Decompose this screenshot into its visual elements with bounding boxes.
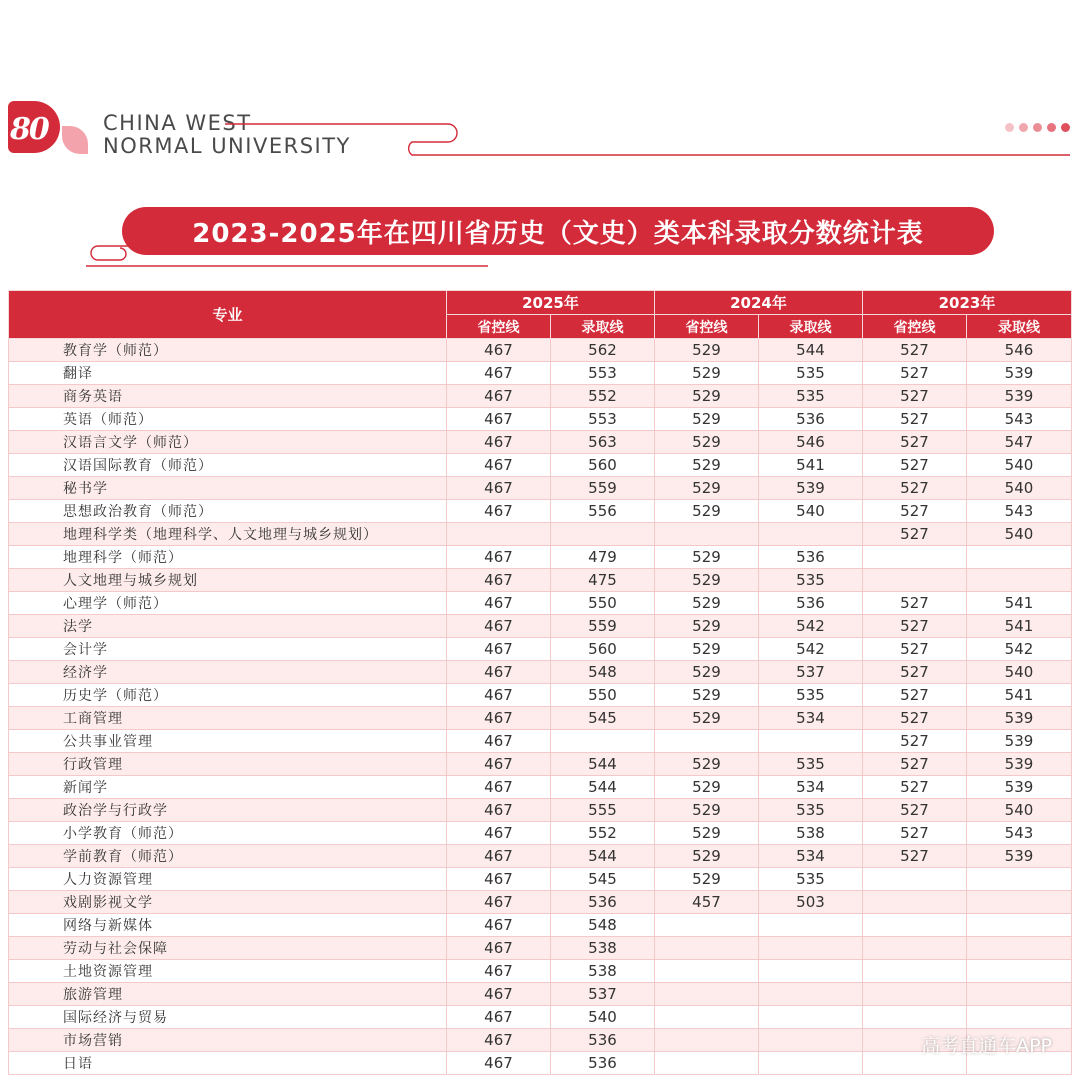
score-cell: 527 [863, 477, 967, 500]
table-row [9, 339, 1072, 362]
score-cell [759, 960, 863, 983]
score-cell: 503 [759, 891, 863, 914]
major-cell: 公共事业管理 [9, 730, 447, 753]
score-cell: 527 [863, 822, 967, 845]
score-cell [863, 868, 967, 891]
score-cell: 467 [447, 408, 551, 431]
major-cell: 新闻学 [9, 776, 447, 799]
score-cell: 548 [551, 914, 655, 937]
score-cell: 535 [759, 684, 863, 707]
score-cell: 529 [655, 707, 759, 730]
score-cell: 544 [551, 776, 655, 799]
score-cell [863, 891, 967, 914]
score-cell: 529 [655, 546, 759, 569]
score-cell: 467 [447, 661, 551, 684]
score-cell: 541 [967, 684, 1072, 707]
score-cell: 534 [759, 776, 863, 799]
score-cell: 552 [551, 385, 655, 408]
score-cell: 544 [759, 339, 863, 362]
score-cell [447, 523, 551, 546]
score-cell: 467 [447, 891, 551, 914]
score-cell: 541 [967, 615, 1072, 638]
year-header-2023: 2023年 [863, 291, 1072, 315]
score-cell: 543 [967, 408, 1072, 431]
score-cell: 539 [967, 707, 1072, 730]
score-cell: 467 [447, 868, 551, 891]
major-cell: 工商管理 [9, 707, 447, 730]
score-cell: 544 [551, 845, 655, 868]
score-cell: 538 [551, 937, 655, 960]
score-cell: 467 [447, 431, 551, 454]
watermark: 高考直通车APP [921, 1035, 1052, 1057]
score-cell: 539 [967, 845, 1072, 868]
table-row [9, 615, 1072, 638]
major-cell: 旅游管理 [9, 983, 447, 1006]
score-cell: 527 [863, 753, 967, 776]
score-cell: 560 [551, 454, 655, 477]
sub-header-provincial-line: 省控线 [655, 315, 759, 339]
score-cell: 467 [447, 845, 551, 868]
score-cell: 467 [447, 1029, 551, 1052]
score-cell: 467 [447, 454, 551, 477]
score-cell: 539 [967, 362, 1072, 385]
score-cell: 527 [863, 339, 967, 362]
table-row [9, 1006, 1072, 1029]
table-row [9, 592, 1072, 615]
score-cell: 527 [863, 523, 967, 546]
decorative-dots [1005, 123, 1070, 132]
score-cell: 542 [967, 638, 1072, 661]
score-cell: 527 [863, 661, 967, 684]
score-cell: 467 [447, 339, 551, 362]
table-row [9, 362, 1072, 385]
table-row [9, 822, 1072, 845]
year-header-2024: 2024年 [655, 291, 863, 315]
major-cell: 行政管理 [9, 753, 447, 776]
score-cell: 467 [447, 822, 551, 845]
score-cell: 536 [551, 1052, 655, 1075]
score-cell [759, 523, 863, 546]
score-cell: 529 [655, 822, 759, 845]
score-cell: 467 [447, 546, 551, 569]
score-cell: 467 [447, 638, 551, 661]
score-cell: 538 [551, 960, 655, 983]
score-cell [759, 1052, 863, 1075]
score-cell: 527 [863, 615, 967, 638]
score-cell: 563 [551, 431, 655, 454]
major-cell: 思想政治教育（师范） [9, 500, 447, 523]
sub-header-provincial-line: 省控线 [863, 315, 967, 339]
score-cell: 550 [551, 684, 655, 707]
score-cell: 529 [655, 339, 759, 362]
table-row [9, 868, 1072, 891]
score-cell: 540 [967, 454, 1072, 477]
score-cell: 535 [759, 385, 863, 408]
score-cell: 529 [655, 776, 759, 799]
score-cell: 529 [655, 799, 759, 822]
table-row [9, 707, 1072, 730]
university-name-line2: NORMAL UNIVERSITY [103, 134, 351, 158]
score-cell [863, 960, 967, 983]
major-cell: 经济学 [9, 661, 447, 684]
title-banner [122, 207, 994, 255]
score-cell: 529 [655, 661, 759, 684]
score-cell: 540 [551, 1006, 655, 1029]
score-cell: 553 [551, 408, 655, 431]
score-cell: 555 [551, 799, 655, 822]
score-cell: 467 [447, 385, 551, 408]
score-cell: 527 [863, 431, 967, 454]
score-cell [759, 937, 863, 960]
table-row [9, 776, 1072, 799]
major-cell: 英语（师范） [9, 408, 447, 431]
score-cell: 527 [863, 454, 967, 477]
score-cell: 527 [863, 408, 967, 431]
score-cell: 540 [967, 523, 1072, 546]
score-cell: 540 [759, 500, 863, 523]
major-cell: 日语 [9, 1052, 447, 1075]
major-cell: 法学 [9, 615, 447, 638]
score-cell: 536 [759, 592, 863, 615]
score-cell: 467 [447, 914, 551, 937]
score-cell: 467 [447, 960, 551, 983]
score-cell: 467 [447, 776, 551, 799]
score-cell: 475 [551, 569, 655, 592]
score-cell: 539 [967, 730, 1072, 753]
score-cell: 467 [447, 730, 551, 753]
score-cell: 529 [655, 684, 759, 707]
score-cell: 540 [967, 799, 1072, 822]
score-cell: 535 [759, 799, 863, 822]
score-cell: 467 [447, 569, 551, 592]
score-cell: 562 [551, 339, 655, 362]
table-row [9, 523, 1072, 546]
score-cell: 540 [967, 477, 1072, 500]
score-cell: 527 [863, 707, 967, 730]
table-row [9, 385, 1072, 408]
table-row [9, 914, 1072, 937]
table-row [9, 1029, 1072, 1052]
major-cell: 国际经济与贸易 [9, 1006, 447, 1029]
score-cell: 467 [447, 983, 551, 1006]
score-cell: 467 [447, 684, 551, 707]
table-row [9, 408, 1072, 431]
table-row [9, 960, 1072, 983]
table-row [9, 753, 1072, 776]
score-cell: 535 [759, 753, 863, 776]
table-row [9, 684, 1072, 707]
score-cell: 539 [967, 753, 1072, 776]
table-row [9, 638, 1072, 661]
major-cell: 网络与新媒体 [9, 914, 447, 937]
table-row [9, 937, 1072, 960]
table-row [9, 1052, 1072, 1075]
score-cell [967, 983, 1072, 1006]
table-row [9, 500, 1072, 523]
score-cell: 539 [967, 385, 1072, 408]
score-cell: 546 [967, 339, 1072, 362]
sub-header-admission-line: 录取线 [967, 315, 1072, 339]
score-cell: 529 [655, 868, 759, 891]
score-cell [967, 868, 1072, 891]
score-cell: 529 [655, 408, 759, 431]
score-cell [759, 1029, 863, 1052]
score-cell: 527 [863, 385, 967, 408]
score-cell [967, 1006, 1072, 1029]
score-cell: 537 [551, 983, 655, 1006]
sub-header-provincial-line: 省控线 [447, 315, 551, 339]
score-cell [759, 983, 863, 1006]
score-cell [863, 937, 967, 960]
score-cell: 467 [447, 362, 551, 385]
score-cell: 547 [967, 431, 1072, 454]
score-cell: 544 [551, 753, 655, 776]
score-cell [863, 546, 967, 569]
score-cell: 529 [655, 592, 759, 615]
table-row [9, 845, 1072, 868]
score-cell [759, 730, 863, 753]
score-cell: 529 [655, 477, 759, 500]
score-cell: 527 [863, 362, 967, 385]
table-row [9, 799, 1072, 822]
score-cell: 467 [447, 937, 551, 960]
score-cell [551, 523, 655, 546]
score-cell: 467 [447, 500, 551, 523]
major-cell: 学前教育（师范） [9, 845, 447, 868]
score-cell [863, 569, 967, 592]
score-cell: 527 [863, 776, 967, 799]
table-row [9, 454, 1072, 477]
major-column-header: 专业 [9, 291, 447, 339]
score-cell: 538 [759, 822, 863, 845]
major-cell: 政治学与行政学 [9, 799, 447, 822]
table-row [9, 546, 1072, 569]
score-cell: 467 [447, 477, 551, 500]
score-cell: 559 [551, 477, 655, 500]
score-cell [967, 960, 1072, 983]
score-cell [655, 1006, 759, 1029]
score-cell [967, 546, 1072, 569]
major-cell: 汉语国际教育（师范） [9, 454, 447, 477]
score-cell: 534 [759, 707, 863, 730]
score-cell: 541 [759, 454, 863, 477]
score-cell: 467 [447, 753, 551, 776]
table-row [9, 431, 1072, 454]
sub-header-admission-line: 录取线 [551, 315, 655, 339]
score-cell [967, 914, 1072, 937]
score-cell [863, 1006, 967, 1029]
score-cell: 457 [655, 891, 759, 914]
score-cell: 539 [967, 776, 1072, 799]
score-cell [967, 569, 1072, 592]
score-cell: 467 [447, 1006, 551, 1029]
score-cell: 546 [759, 431, 863, 454]
score-cell: 542 [759, 638, 863, 661]
score-cell: 479 [551, 546, 655, 569]
score-cell: 536 [759, 408, 863, 431]
table-row [9, 983, 1072, 1006]
score-cell: 548 [551, 661, 655, 684]
score-cell: 545 [551, 868, 655, 891]
score-cell [655, 937, 759, 960]
score-cell [655, 1052, 759, 1075]
score-cell: 542 [759, 615, 863, 638]
score-cell: 527 [863, 730, 967, 753]
major-cell: 商务英语 [9, 385, 447, 408]
score-cell: 560 [551, 638, 655, 661]
score-cell: 556 [551, 500, 655, 523]
table-row [9, 661, 1072, 684]
score-cell: 535 [759, 868, 863, 891]
major-cell: 历史学（师范） [9, 684, 447, 707]
table-row [9, 569, 1072, 592]
score-cell: 536 [551, 891, 655, 914]
major-cell: 汉语言文学（师范） [9, 431, 447, 454]
score-cell: 529 [655, 500, 759, 523]
score-cell [655, 1029, 759, 1052]
sub-header-admission-line: 录取线 [759, 315, 863, 339]
year-header-2025: 2025年 [447, 291, 655, 315]
score-cell: 527 [863, 684, 967, 707]
score-cell [759, 914, 863, 937]
score-cell: 467 [447, 707, 551, 730]
major-cell: 劳动与社会保障 [9, 937, 447, 960]
score-cell: 539 [759, 477, 863, 500]
score-cell: 553 [551, 362, 655, 385]
major-cell: 地理科学（师范） [9, 546, 447, 569]
score-cell: 527 [863, 799, 967, 822]
score-cell: 527 [863, 845, 967, 868]
score-cell [863, 983, 967, 1006]
score-cell: 534 [759, 845, 863, 868]
score-cell [967, 891, 1072, 914]
score-cell [655, 523, 759, 546]
major-cell: 教育学（师范） [9, 339, 447, 362]
score-cell: 545 [551, 707, 655, 730]
score-cell: 535 [759, 569, 863, 592]
score-cell: 559 [551, 615, 655, 638]
score-cell [655, 983, 759, 1006]
score-cell: 536 [551, 1029, 655, 1052]
major-cell: 小学教育（师范） [9, 822, 447, 845]
score-cell: 527 [863, 500, 967, 523]
score-cell: 529 [655, 615, 759, 638]
score-cell: 529 [655, 362, 759, 385]
major-cell: 人力资源管理 [9, 868, 447, 891]
score-cell: 467 [447, 615, 551, 638]
score-cell [655, 960, 759, 983]
score-cell: 527 [863, 592, 967, 615]
score-cell: 543 [967, 822, 1072, 845]
score-cell: 529 [655, 753, 759, 776]
major-cell: 戏剧影视文学 [9, 891, 447, 914]
major-cell: 秘书学 [9, 477, 447, 500]
score-cell [863, 914, 967, 937]
major-cell: 人文地理与城乡规划 [9, 569, 447, 592]
score-cell: 527 [863, 638, 967, 661]
score-cell: 467 [447, 799, 551, 822]
score-cell: 550 [551, 592, 655, 615]
score-cell [655, 730, 759, 753]
major-cell: 市场营销 [9, 1029, 447, 1052]
table-row [9, 891, 1072, 914]
score-cell [551, 730, 655, 753]
score-cell: 540 [967, 661, 1072, 684]
score-cell [759, 1006, 863, 1029]
score-cell: 552 [551, 822, 655, 845]
score-cell: 536 [759, 546, 863, 569]
score-cell: 529 [655, 638, 759, 661]
major-cell: 翻译 [9, 362, 447, 385]
major-cell: 地理科学类（地理科学、人文地理与城乡规划） [9, 523, 447, 546]
university-name-line1: CHINA WEST [103, 111, 252, 135]
major-cell: 土地资源管理 [9, 960, 447, 983]
score-cell: 541 [967, 592, 1072, 615]
score-cell: 467 [447, 592, 551, 615]
table-row [9, 477, 1072, 500]
score-cell: 543 [967, 500, 1072, 523]
page-title: 2023-2025年在四川省历史（文史）类本科录取分数统计表 [192, 218, 924, 249]
score-cell: 529 [655, 845, 759, 868]
score-cell: 529 [655, 431, 759, 454]
score-cell: 529 [655, 454, 759, 477]
score-cell: 529 [655, 569, 759, 592]
logo-number: 80 [10, 112, 48, 147]
score-cell [967, 937, 1072, 960]
score-cell [655, 914, 759, 937]
table-row [9, 730, 1072, 753]
admission-score-table [8, 290, 1072, 1075]
major-cell: 会计学 [9, 638, 447, 661]
major-cell: 心理学（师范） [9, 592, 447, 615]
score-cell: 467 [447, 1052, 551, 1075]
score-cell: 529 [655, 385, 759, 408]
score-cell: 537 [759, 661, 863, 684]
score-cell: 535 [759, 362, 863, 385]
